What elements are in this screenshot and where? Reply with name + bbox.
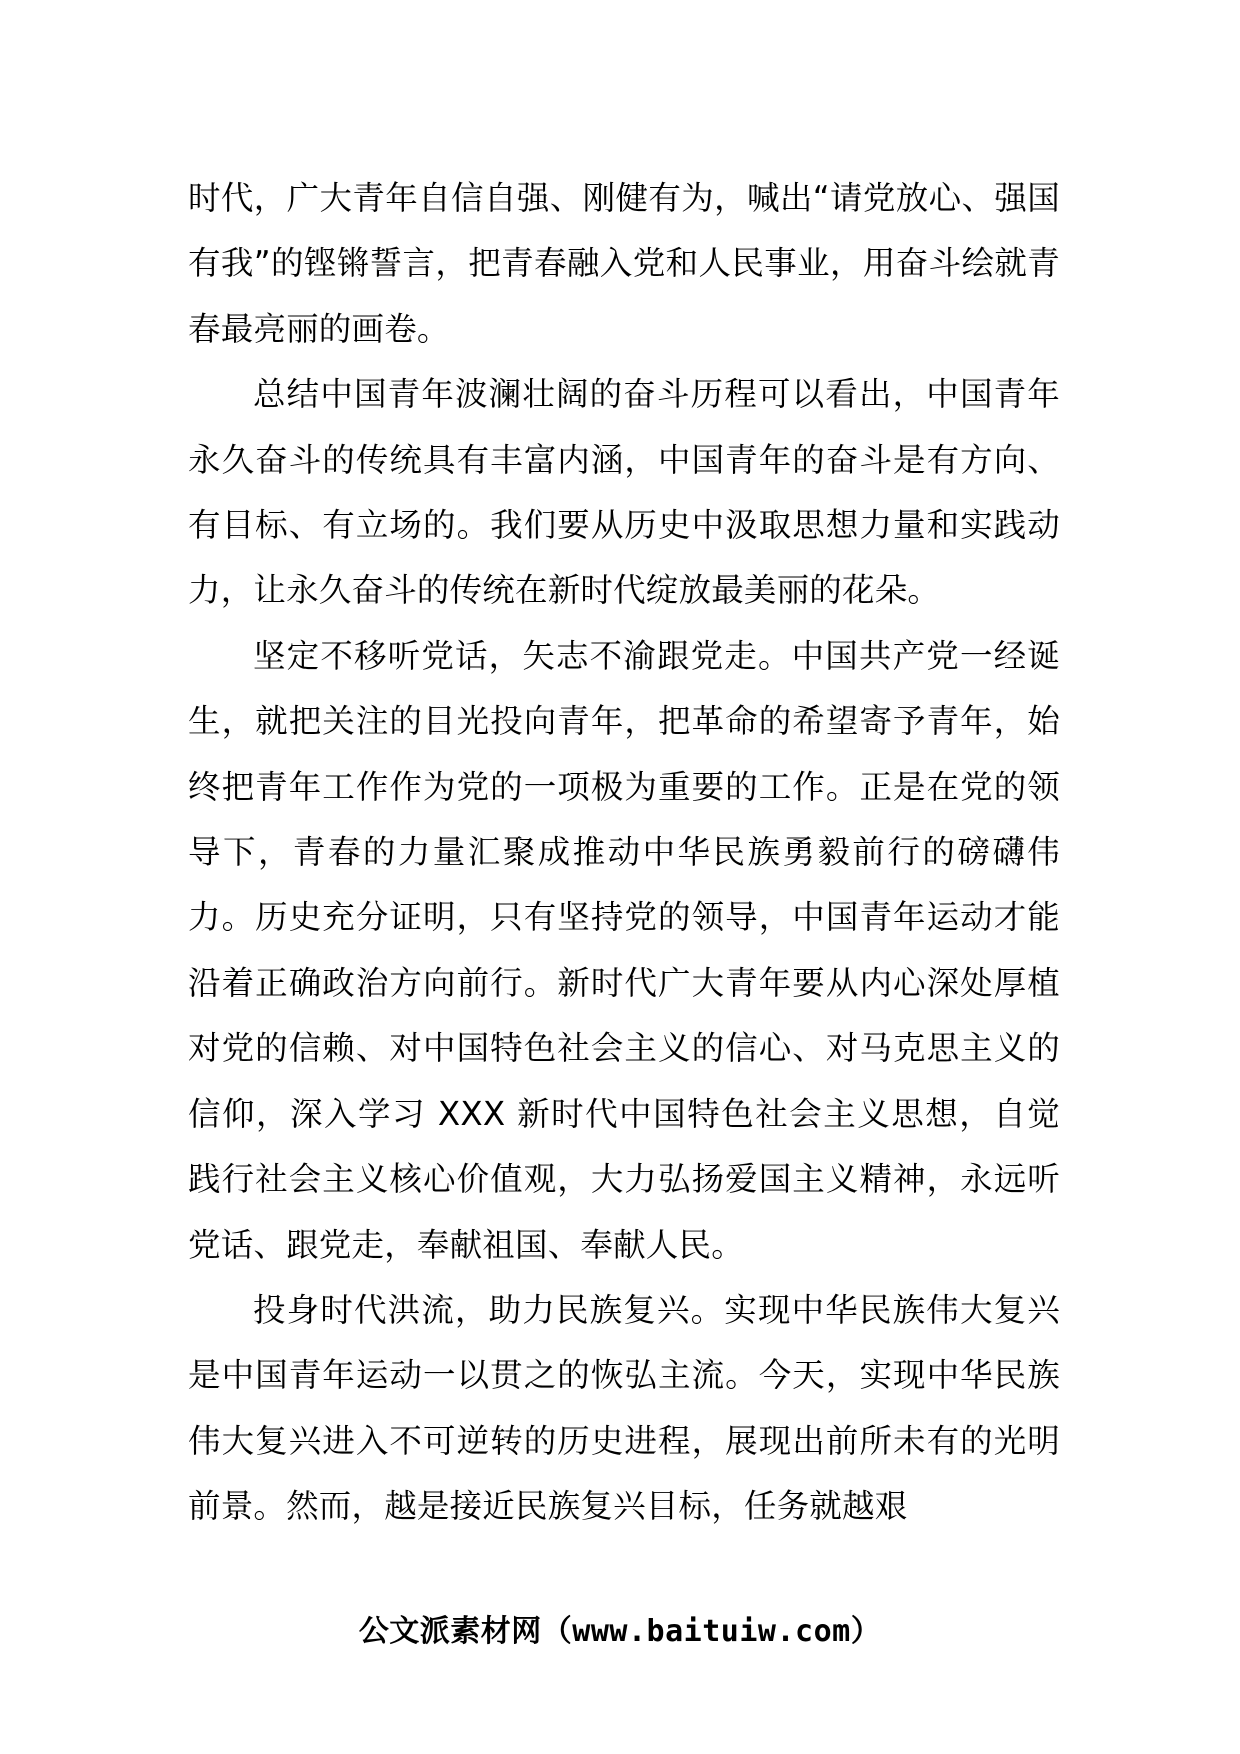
page-footer (0, 1612, 1240, 1652)
paragraph-summary: 总结中国青年波澜壮阔的奋斗历程可以看出，中国青年永久奋斗的传统具有丰富内涵，中国青年的奋斗是有方向、有目标、有立场的。我们要从历史中汲取思想力量和实践动力，让永久奋斗的传统在新时代绽放最美丽的花朵。 (188, 375, 1060, 610)
paragraph-continuation: 时代，广大青年自信自强、刚健有为，喊出“请党放心、强国有我”的铿锵誓言，把青春融入党和人民事业，用奋斗绘就青春最亮丽的画卷。 (188, 179, 1060, 348)
document-body (188, 166, 1060, 1540)
paragraph-national-rejuvenation: 投身时代洪流，助力民族复兴。实现中华民族伟大复兴是中国青年运动一以贯之的恢弘主流。今天，实现中华民族伟大复兴进入不可逆转的历史进程，展现出前所未有的光明前景。然而，越是接近民族复兴目标，任务就越艰 (188, 1290, 1060, 1526)
paragraph-follow-party: 坚定不移听党话，矢志不渝跟党走。中国共产党一经诞生，就把关注的目光投向青年，把革命的希望寄予青年，始终把青年工作作为党的一项极为重要的工作。正是在党的领导下，青春的力量汇聚成推动中华民族勇毅前行的磅礴伟力。历史充分证明，只有坚持党的领导，中国青年运动才能沿着正确政治方向前行。新时代广大青年要从内心深处厚植对党的信赖、对中国特色社会主义的信心、对马克思主义的信仰，深入学习 XXX 新时代中国特色社会主义思想，自觉践行社会主义核心价值观，大力弘扬爱国主义精神，永远听党话、跟党走，奉献祖国、奉献人民。 (188, 636, 1060, 1264)
footer-url: （www.baituiw.com） (541, 1614, 882, 1649)
footer-site-name: 公文派素材网 (358, 1614, 542, 1649)
